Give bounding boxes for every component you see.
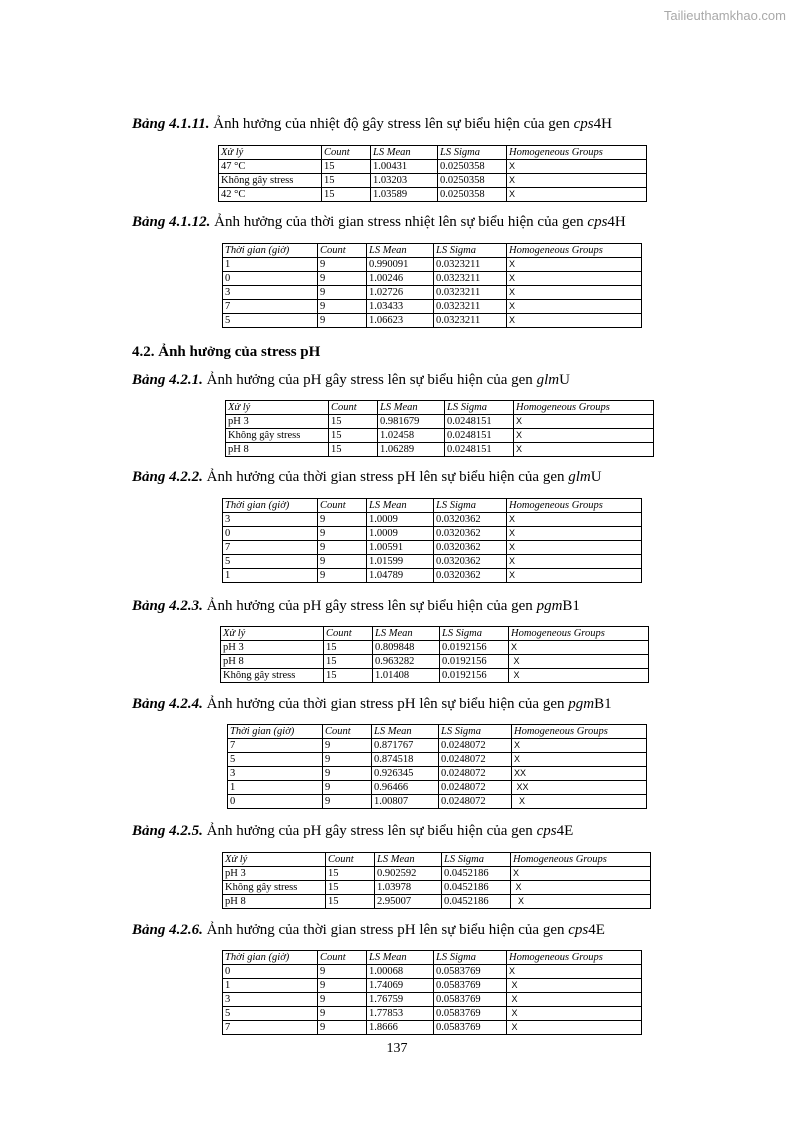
table-cell: 0 [223, 527, 318, 541]
table-row [228, 753, 647, 767]
caption-text: Ảnh hưởng của thời gian stress nhiệt lên sự biểu hiện của gen [210, 214, 588, 230]
table-cell: 0.0583769 [434, 1007, 507, 1021]
gene-rest: 4H [607, 214, 626, 230]
table-header-cell: Thời gian (giờ) [228, 725, 323, 739]
table-cell: 7 [223, 541, 318, 555]
table-cell: 9 [318, 1007, 367, 1021]
table-cell: pH 3 [226, 415, 329, 429]
table-cell: 0 [223, 272, 318, 286]
table-4-1-11 [218, 145, 647, 202]
table-cell: X [512, 753, 647, 767]
gene-italic: cps [587, 214, 608, 230]
table-cell: X [507, 555, 642, 569]
table-cell: pH 8 [226, 443, 329, 457]
caption-4-1-11 [132, 116, 612, 133]
table-cell: 0.0248072 [439, 781, 512, 795]
table-cell: 0.0192156 [440, 655, 509, 669]
table-cell: 1 [223, 258, 318, 272]
table-header-cell: LS Mean [371, 146, 438, 160]
gene-italic: glm [536, 372, 560, 388]
table-cell: XX [512, 781, 647, 795]
caption-text: Ảnh hưởng của pH gây stress lên sự biểu hiện của gen [202, 372, 537, 388]
table-cell: X [507, 1021, 642, 1035]
caption-text: Ảnh hưởng của thời gian stress pH lên sự biểu hiện của gen [202, 922, 569, 938]
table-cell: 1.06289 [378, 443, 445, 457]
table-header-row [226, 401, 654, 415]
table-cell: 9 [318, 1021, 367, 1035]
table-header-cell: LS Sigma [434, 244, 507, 258]
table-cell: 15 [324, 669, 373, 683]
table-cell: 0.0320362 [434, 555, 507, 569]
table-cell: 0.0323211 [434, 300, 507, 314]
table-cell: 0.0323211 [434, 272, 507, 286]
table-header-cell: Xử lý [219, 146, 322, 160]
gene-italic: cps [573, 116, 594, 132]
table-cell: 3 [223, 513, 318, 527]
table-cell: 9 [318, 314, 367, 328]
table-cell: 15 [324, 641, 373, 655]
table-cell: 1.0009 [367, 527, 434, 541]
table-cell: X [511, 867, 651, 881]
table-header-row [223, 853, 651, 867]
gene-italic: cps [568, 922, 589, 938]
table-cell: 0.96466 [372, 781, 439, 795]
table-header-cell: LS Mean [367, 951, 434, 965]
table-cell: 0.0452186 [442, 881, 511, 895]
table-row [223, 314, 642, 328]
table-header-row [223, 951, 642, 965]
table-cell: 0.874518 [372, 753, 439, 767]
table-cell: X [507, 174, 647, 188]
table-cell: X [514, 415, 654, 429]
table-cell: 0.0192156 [440, 669, 509, 683]
table-cell: 0.0248151 [445, 429, 514, 443]
table-cell: 9 [318, 300, 367, 314]
table-header-cell: Count [326, 853, 375, 867]
table-cell: X [507, 286, 642, 300]
caption-4-2-3 [132, 598, 580, 615]
table-row [223, 541, 642, 555]
table-cell: 9 [318, 541, 367, 555]
table-header-cell: Homogeneous Groups [509, 627, 649, 641]
caption-4-2-6 [132, 922, 605, 939]
table-cell: X [514, 429, 654, 443]
table-4-2-5 [222, 852, 651, 909]
table-cell: XX [512, 767, 647, 781]
table-row [223, 895, 651, 909]
table-cell: 9 [318, 527, 367, 541]
table-cell: 1.8666 [367, 1021, 434, 1035]
table-cell: 1.01408 [373, 669, 440, 683]
table-header-cell: Homogeneous Groups [507, 244, 642, 258]
table-header-cell: Xử lý [221, 627, 324, 641]
table-header-cell: Homogeneous Groups [514, 401, 654, 415]
caption-4-2-4 [132, 696, 612, 713]
table-label: Bảng 4.2.6. [132, 922, 203, 938]
table-cell: 9 [318, 272, 367, 286]
table-header-cell: Homogeneous Groups [512, 725, 647, 739]
table-cell: 0.0323211 [434, 314, 507, 328]
table-cell: 0.0320362 [434, 569, 507, 583]
table-cell: 1.03589 [371, 188, 438, 202]
table-row [223, 527, 642, 541]
table-cell: X [507, 569, 642, 583]
table-cell: 0.990091 [367, 258, 434, 272]
table-cell: 7 [223, 1021, 318, 1035]
table-cell: X [507, 300, 642, 314]
table-header-cell: LS Sigma [438, 146, 507, 160]
watermark: Tailieuthamkhao.com [663, 8, 786, 23]
table-cell: X [509, 641, 649, 655]
table-cell: 0.0248151 [445, 415, 514, 429]
table-cell: 0.809848 [373, 641, 440, 655]
table-cell: X [507, 160, 647, 174]
gene-rest: B1 [562, 598, 580, 614]
table-cell: 0.0452186 [442, 867, 511, 881]
table-header-cell: LS Mean [378, 401, 445, 415]
table-4-2-6 [222, 950, 642, 1035]
table-cell: 0.0320362 [434, 527, 507, 541]
table-cell: 9 [318, 993, 367, 1007]
table-header-cell: Count [318, 244, 367, 258]
table-row [228, 795, 647, 809]
gene-rest: B1 [594, 696, 612, 712]
table-row [223, 300, 642, 314]
table-cell: X [507, 979, 642, 993]
table-cell: 9 [323, 795, 372, 809]
table-cell: 0.0583769 [434, 979, 507, 993]
table-cell: 0.0250358 [438, 188, 507, 202]
table-cell: 9 [323, 739, 372, 753]
table-header-row [219, 146, 647, 160]
table-row [228, 767, 647, 781]
section-heading: 4.2. Ảnh hưởng của stress pH [132, 344, 321, 360]
table-cell: 1 [223, 979, 318, 993]
table-header-cell: Count [329, 401, 378, 415]
table-header-row [223, 499, 642, 513]
table-header-cell: LS Mean [367, 244, 434, 258]
table-cell: 0.926345 [372, 767, 439, 781]
table-row [226, 443, 654, 457]
table-4-2-4 [227, 724, 647, 809]
table-cell: X [507, 188, 647, 202]
table-cell: 15 [329, 429, 378, 443]
table-row [223, 1007, 642, 1021]
table-cell: 0.0452186 [442, 895, 511, 909]
table-header-cell: LS Sigma [439, 725, 512, 739]
caption-text: Ảnh hưởng của nhiệt độ gây stress lên sự biểu hiện của gen [209, 116, 574, 132]
table-cell: X [511, 881, 651, 895]
table-cell: 0.0248072 [439, 767, 512, 781]
table-cell: 9 [318, 555, 367, 569]
table-cell: 5 [223, 314, 318, 328]
table-header-cell: Homogeneous Groups [507, 951, 642, 965]
table-header-cell: Thời gian (giờ) [223, 951, 318, 965]
table-cell: 9 [318, 513, 367, 527]
gene-rest: 4E [556, 823, 574, 839]
table-cell: 1.74069 [367, 979, 434, 993]
table-cell: X [512, 795, 647, 809]
table-cell: 9 [318, 569, 367, 583]
table-header-cell: Count [318, 499, 367, 513]
table-row [221, 655, 649, 669]
table-cell: 0.0323211 [434, 286, 507, 300]
table-cell: 3 [223, 286, 318, 300]
table-row [223, 1021, 642, 1035]
table-cell: pH 8 [221, 655, 324, 669]
table-cell: 47 °C [219, 160, 322, 174]
table-cell: X [507, 541, 642, 555]
table-4-1-12 [222, 243, 642, 328]
table-row [228, 739, 647, 753]
table-cell: 5 [223, 555, 318, 569]
table-cell: 7 [228, 739, 323, 753]
table-row [219, 174, 647, 188]
table-row [226, 415, 654, 429]
table-row [228, 781, 647, 795]
table-cell: X [509, 655, 649, 669]
table-cell: 42 °C [219, 188, 322, 202]
table-cell: X [511, 895, 651, 909]
table-cell: pH 8 [223, 895, 326, 909]
table-row [221, 669, 649, 683]
gene-italic: pgm [568, 696, 595, 712]
table-cell: 1 [228, 781, 323, 795]
table-cell: 7 [223, 300, 318, 314]
table-row [223, 881, 651, 895]
table-cell: 3 [228, 767, 323, 781]
table-row [223, 286, 642, 300]
table-cell: X [507, 993, 642, 1007]
table-row [223, 867, 651, 881]
table-label: Bảng 4.1.12. [132, 214, 211, 230]
table-header-cell: Thời gian (giờ) [223, 244, 318, 258]
table-cell: 1.03203 [371, 174, 438, 188]
table-cell: 0 [228, 795, 323, 809]
table-cell: 1.06623 [367, 314, 434, 328]
table-cell: X [507, 1007, 642, 1021]
table-row [226, 429, 654, 443]
table-cell: X [509, 669, 649, 683]
gene-rest: U [590, 469, 602, 485]
table-cell: 0.0192156 [440, 641, 509, 655]
table-cell: 0.871767 [372, 739, 439, 753]
caption-text: Ảnh hưởng của thời gian stress pH lên sự biểu hiện của gen [202, 469, 569, 485]
table-header-cell: Homogeneous Groups [507, 499, 642, 513]
table-row [223, 258, 642, 272]
table-cell: 1.03978 [375, 881, 442, 895]
table-cell: 1.77853 [367, 1007, 434, 1021]
table-cell: 0.0250358 [438, 160, 507, 174]
table-cell: 0.902592 [375, 867, 442, 881]
table-cell: 0.0248151 [445, 443, 514, 457]
table-cell: 15 [322, 160, 371, 174]
gene-italic: pgm [536, 598, 563, 614]
caption-4-2-2 [132, 469, 602, 486]
table-row [223, 555, 642, 569]
table-cell: 0.0583769 [434, 965, 507, 979]
table-cell: 9 [318, 258, 367, 272]
table-cell: 15 [322, 174, 371, 188]
table-header-cell: LS Mean [367, 499, 434, 513]
table-header-cell: Count [323, 725, 372, 739]
gene-italic: cps [536, 823, 557, 839]
table-cell: 1.00807 [372, 795, 439, 809]
table-cell: 1.0009 [367, 513, 434, 527]
gene-rest: 4E [588, 922, 605, 938]
table-cell: 0.0583769 [434, 993, 507, 1007]
table-cell: 1.76759 [367, 993, 434, 1007]
table-cell: 15 [326, 895, 375, 909]
table-cell: 0.0320362 [434, 513, 507, 527]
table-cell: 0.981679 [378, 415, 445, 429]
table-header-cell: Count [322, 146, 371, 160]
table-cell: 15 [329, 443, 378, 457]
table-cell: 0.0248072 [439, 795, 512, 809]
table-cell: X [507, 965, 642, 979]
table-header-cell: Homogeneous Groups [511, 853, 651, 867]
table-cell: 0.0583769 [434, 1021, 507, 1035]
table-cell: 1.02726 [367, 286, 434, 300]
table-label: Bảng 4.2.2. [132, 469, 203, 485]
table-header-cell: LS Sigma [434, 499, 507, 513]
table-row [223, 513, 642, 527]
table-cell: 0 [223, 965, 318, 979]
table-label: Bảng 4.2.4. [132, 696, 203, 712]
table-cell: 1.01599 [367, 555, 434, 569]
table-header-cell: Thời gian (giờ) [223, 499, 318, 513]
table-cell: 2.95007 [375, 895, 442, 909]
table-cell: 9 [323, 767, 372, 781]
table-cell: 1.00068 [367, 965, 434, 979]
table-cell: 1.00246 [367, 272, 434, 286]
table-cell: 15 [324, 655, 373, 669]
table-cell: Không gây stress [226, 429, 329, 443]
table-header-cell: Count [324, 627, 373, 641]
table-4-2-1 [225, 400, 654, 457]
table-header-row [223, 244, 642, 258]
table-cell: X [507, 258, 642, 272]
page-number: 137 [386, 1041, 408, 1056]
table-label: Bảng 4.2.1. [132, 372, 203, 388]
table-cell: 9 [323, 753, 372, 767]
table-cell: 0.963282 [373, 655, 440, 669]
table-cell: 0.0248072 [439, 739, 512, 753]
gene-rest: 4H [593, 116, 612, 132]
table-header-cell: LS Sigma [440, 627, 509, 641]
table-cell: Không gây stress [223, 881, 326, 895]
table-cell: X [514, 443, 654, 457]
table-row [223, 979, 642, 993]
table-cell: 9 [318, 979, 367, 993]
table-cell: 15 [326, 881, 375, 895]
table-cell: pH 3 [223, 867, 326, 881]
table-cell: 1 [223, 569, 318, 583]
table-row [223, 569, 642, 583]
table-header-cell: Xử lý [223, 853, 326, 867]
table-cell: 0.0320362 [434, 541, 507, 555]
table-row [221, 641, 649, 655]
table-cell: 5 [223, 1007, 318, 1021]
table-4-2-3 [220, 626, 649, 683]
table-header-cell: LS Mean [375, 853, 442, 867]
table-header-cell: LS Sigma [434, 951, 507, 965]
table-label: Bảng 4.1.11. [132, 116, 210, 132]
table-header-cell: Homogeneous Groups [507, 146, 647, 160]
table-row [219, 160, 647, 174]
table-header-row [228, 725, 647, 739]
table-cell: X [507, 272, 642, 286]
table-cell: pH 3 [221, 641, 324, 655]
table-cell: X [507, 513, 642, 527]
table-cell: X [507, 527, 642, 541]
table-cell: 1.00591 [367, 541, 434, 555]
caption-text: Ảnh hưởng của pH gây stress lên sự biểu hiện của gen [202, 598, 537, 614]
table-row [219, 188, 647, 202]
caption-4-1-12 [132, 214, 626, 231]
table-cell: 1.04789 [367, 569, 434, 583]
caption-4-2-5 [132, 823, 573, 840]
table-cell: 9 [323, 781, 372, 795]
table-cell: 5 [228, 753, 323, 767]
table-cell: 1.00431 [371, 160, 438, 174]
table-cell: 1.02458 [378, 429, 445, 443]
table-header-row [221, 627, 649, 641]
table-4-2-2 [222, 498, 642, 583]
table-cell: 1.03433 [367, 300, 434, 314]
table-cell: Không gây stress [219, 174, 322, 188]
table-cell: 0.0250358 [438, 174, 507, 188]
table-cell: 15 [329, 415, 378, 429]
gene-italic: glm [568, 469, 591, 485]
table-cell: Không gây stress [221, 669, 324, 683]
gene-rest: U [559, 372, 570, 388]
table-cell: 9 [318, 286, 367, 300]
caption-4-2-1 [132, 372, 570, 389]
table-header-cell: Xử lý [226, 401, 329, 415]
table-row [223, 993, 642, 1007]
caption-text: Ảnh hưởng của pH gây stress lên sự biểu hiện của gen [202, 823, 537, 839]
table-header-cell: LS Sigma [445, 401, 514, 415]
table-cell: 3 [223, 993, 318, 1007]
table-row [223, 272, 642, 286]
table-cell: 15 [322, 188, 371, 202]
table-header-cell: LS Mean [372, 725, 439, 739]
table-header-cell: LS Sigma [442, 853, 511, 867]
table-label: Bảng 4.2.5. [132, 823, 203, 839]
table-cell: X [507, 314, 642, 328]
table-cell: 15 [326, 867, 375, 881]
table-row [223, 965, 642, 979]
caption-text: Ảnh hưởng của thời gian stress pH lên sự biểu hiện của gen [202, 696, 569, 712]
table-header-cell: Count [318, 951, 367, 965]
table-header-cell: LS Mean [373, 627, 440, 641]
table-label: Bảng 4.2.3. [132, 598, 203, 614]
table-cell: X [512, 739, 647, 753]
table-cell: 9 [318, 965, 367, 979]
table-cell: 0.0248072 [439, 753, 512, 767]
table-cell: 0.0323211 [434, 258, 507, 272]
